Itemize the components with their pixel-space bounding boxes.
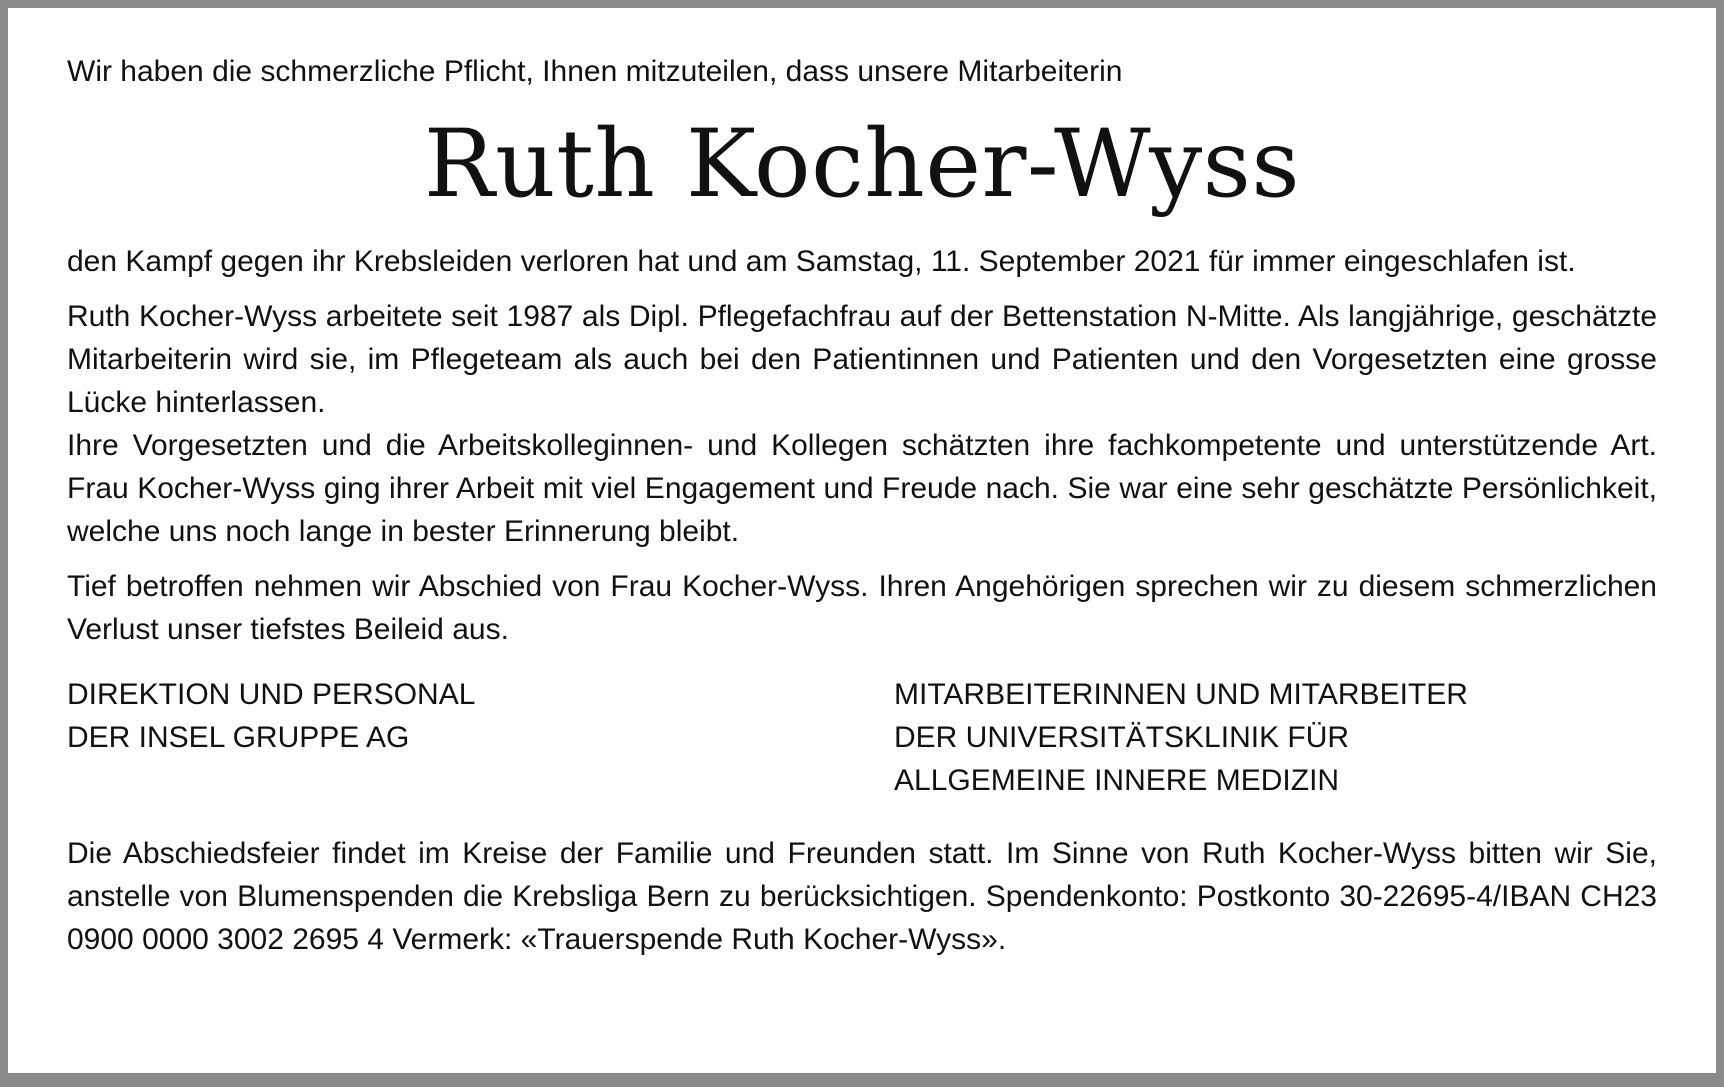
paragraph-death: den Kampf gegen ihr Krebsleiden verloren hat und am Samstag, 11. September 2021 für immer eingeschlafen ist. (67, 245, 1576, 278)
signature-line: ALLGEMEINE INNERE MEDIZIN (894, 764, 1340, 797)
signature-line: DER UNIVERSITÄTSKLINIK FÜR (894, 721, 1350, 754)
signature-left (67, 673, 894, 802)
signature-line: MITARBEITERINNEN UND MITARBEITER (894, 678, 1468, 711)
deceased-name: Ruth Kocher-Wyss (423, 110, 1301, 219)
signature-right (894, 673, 1468, 802)
intro-text: Wir haben die schmerzliche Pflicht, Ihnen mitzuteilen, dass unsere Mitarbeiterin (67, 55, 1123, 88)
signature-line: DER INSEL GRUPPE AG (67, 721, 410, 754)
paragraph-colleagues: Ihre Vorgesetzten und die Arbeitskolleginnen- und Kollegen schätzten ihre fachkompetente und unterstützende Art. Frau Kocher-Wyss ging ihrer Arbeit mit viel Engagement und Freude nach. Sie war eine sehr geschätzte Persönlichkeit, welche uns noch lange in bester Erinnerung bleibt. (67, 429, 1657, 548)
paragraph-career: Ruth Kocher-Wyss arbeitete seit 1987 als Dipl. Pflegefachfrau auf der Bettenstation N-Mitte. Als langjährige, geschätzte Mitarbeiterin wird sie, im Pflegeteam als auch bei den Patientinnen und Patienten und den Vorgesetzten eine grosse Lücke hinterlassen. (67, 300, 1657, 419)
funeral-donation-info: Die Abschiedsfeier findet im Kreise der Familie und Freunden statt. Im Sinne von Ruth Kocher-Wyss bitten wir Sie, anstelle von Blumenspenden die Krebsliga Bern zu berücksichtigen. Spendenkonto: Postkonto 30-22695-4/IBAN CH23 0900 0000 3002 2695 4 Vermerk: «Trauerspende Ruth Kocher-Wyss». (67, 837, 1657, 956)
death-notice (8, 8, 1716, 1073)
signature-line: DIREKTION UND PERSONAL (67, 678, 476, 711)
signatures (67, 673, 1657, 802)
paragraph-condolence: Tief betroffen nehmen wir Abschied von Frau Kocher-Wyss. Ihren Angehörigen sprechen wir zu diesem schmerzlichen Verlust unser tiefstes Beileid aus. (67, 570, 1657, 646)
